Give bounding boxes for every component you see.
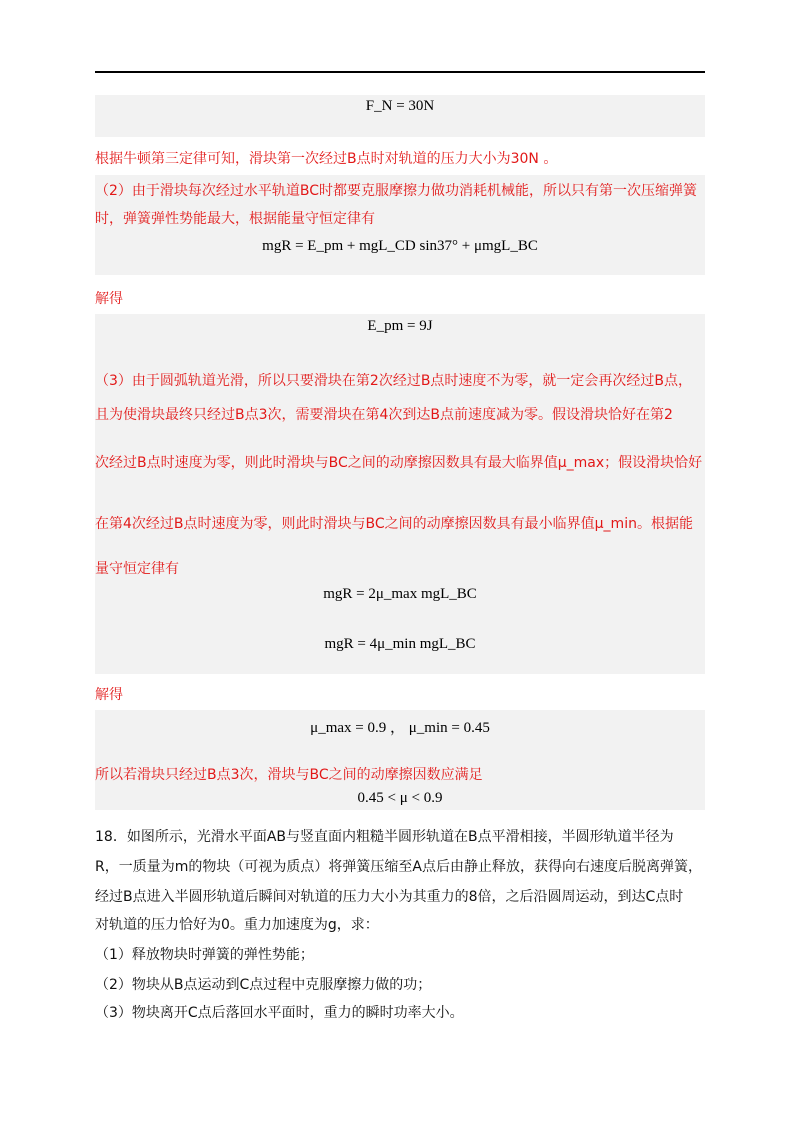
question18-line3: 经过B点进入半圆形轨道后瞬间对轨道的压力大小为其重力的8倍，之后沿圆周运动，到达C点时 xyxy=(95,889,684,905)
header-rule xyxy=(95,71,705,73)
question18-line4: 对轨道的压力恰好为0。重力加速度为g，求： xyxy=(95,917,379,933)
answer-part3-line5: 量守恒定律有 xyxy=(95,561,179,577)
equation-epm: E_pm = 9J xyxy=(367,318,433,334)
equation-mu-min: mgR = 4μ_min mgL_BC xyxy=(324,636,476,652)
answer-box-3 xyxy=(95,314,705,674)
question18-sub3: （3）物块离开C点后落回水平面时，重力的瞬时功率大小。 xyxy=(95,1005,464,1021)
label-jiede-2: 解得 xyxy=(95,687,123,703)
answer-part3-line4: 在第4次经过B点时速度为零，则此时滑块与BC之间的动摩擦因数具有最小临界值μ_min。根据能 xyxy=(95,516,693,532)
equation-mu-range: 0.45 < μ < 0.9 xyxy=(357,790,443,806)
question18-sub1: （1）释放物块时弹簧的弹性势能； xyxy=(95,947,314,963)
equation-fn: F_N = 30N xyxy=(365,98,435,114)
answer-part3-line3: 次经过B点时速度为零，则此时滑块与BC之间的动摩擦因数具有最大临界值μ_max；假设滑块恰好 xyxy=(95,455,703,471)
answer-conclusion: 所以若滑块只经过B点3次，滑块与BC之间的动摩擦因数应满足 xyxy=(95,767,483,783)
equation-mu-results: μ_max = 0.9 ， μ_min = 0.45 xyxy=(310,720,490,736)
question18-line1: 18．如图所示，光滑水平面AB与竖直面内粗糙半圆形轨道在B点平滑相接，半圆形轨道半径为 xyxy=(95,829,674,845)
equation-energy: mgR = E_pm + mgL_CD sin37° + μmgL_BC xyxy=(262,238,538,254)
answer-part3-line2: 且为使滑块最终只经过B点3次，需要滑块在第4次到达B点前速度减为零。假设滑块恰好在第2 xyxy=(95,407,673,423)
question18-line2: R，一质量为m的物块（可视为质点）将弹簧压缩至A点后由静止释放，获得向右速度后脱离弹簧， xyxy=(95,859,702,875)
answer-part2-line2: 时，弹簧弹性势能最大，根据能量守恒定律有 xyxy=(95,211,375,227)
answer-text-newton: 根据牛顿第三定律可知，滑块第一次经过B点时对轨道的压力大小为30N 。 xyxy=(95,151,558,167)
question18-sub2: （2）物块从B点运动到C点过程中克服摩擦力做的功； xyxy=(95,977,432,993)
label-jiede-1: 解得 xyxy=(95,291,123,307)
answer-part2-line1: （2）由于滑块每次经过水平轨道BC时都要克服摩擦力做功消耗机械能，所以只有第一次压缩弹簧 xyxy=(95,183,698,199)
equation-mu-max: mgR = 2μ_max mgL_BC xyxy=(323,586,477,602)
answer-part3-line1: （3）由于圆弧轨道光滑，所以只要滑块在第2次经过B点时速度不为零，就一定会再次经过B点， xyxy=(95,373,693,389)
